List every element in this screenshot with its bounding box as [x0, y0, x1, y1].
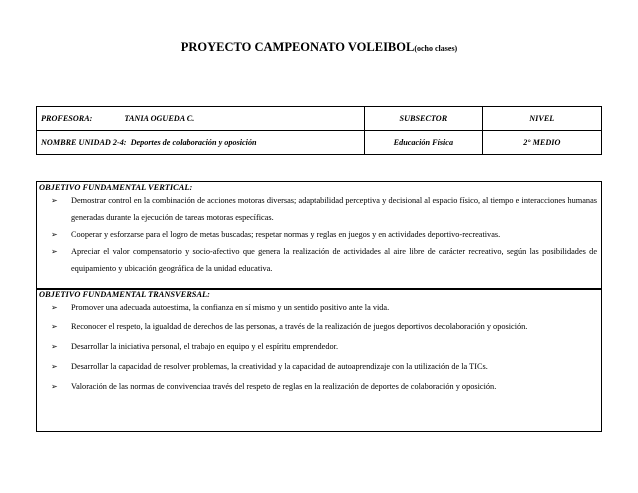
oft-list [37, 299, 601, 395]
oft-item [37, 358, 601, 375]
arrowhead-bullet-icon: ➢ [51, 247, 58, 256]
oft-item-text: Valoración de las normas de convivenciaa través del respeto de reglas en la realización de deportes de colaboración y oposición. [71, 382, 497, 391]
oft-item [37, 378, 601, 395]
ofv-item [37, 243, 601, 277]
oft-item-text: Reconocer el respeto, la igualdad de derechos de las personas, a través de la realización de juegos deportivos decolaboración y oposición. [71, 322, 528, 331]
title-sub: (ocho clases) [414, 44, 458, 53]
oft-item-text: Desarrollar la iniciativa personal, el trabajo en equipo y el espíritu emprendedor. [71, 342, 339, 351]
teacher-cell [37, 107, 365, 131]
nivel-header: NIVEL [482, 107, 601, 131]
unit-label: NOMBRE UNIDAD 2-4: [41, 138, 127, 147]
ofv-item [37, 192, 601, 226]
subsector-value: Educación Física [365, 131, 482, 155]
ofv-heading: OBJETIVO FUNDAMENTAL VERTICAL: [39, 183, 193, 192]
ofv-item-text: Cooperar y esforzarse para el logro de metas buscadas; respetar normas y reglas en juegos y en actividades deportivo-recreativas. [71, 230, 501, 239]
unit-name: Deportes de colaboración y oposición [130, 138, 257, 147]
unit-cell [37, 131, 365, 155]
arrowhead-bullet-icon: ➢ [51, 196, 58, 205]
oft-heading: OBJETIVO FUNDAMENTAL TRANSVERSAL: [39, 290, 210, 299]
oft-item [37, 338, 601, 355]
oft-item [37, 299, 601, 316]
subsector-header: SUBSECTOR [365, 107, 482, 131]
oft-item-text: Promover una adecuada autoestima, la confianza en sí mismo y un sentido positivo ante la vida. [71, 303, 390, 312]
title-main: PROYECTO CAMPEONATO VOLEIBOL [180, 40, 415, 54]
arrowhead-bullet-icon: ➢ [51, 303, 58, 312]
arrowhead-bullet-icon: ➢ [51, 362, 58, 371]
nivel-value: 2° MEDIO [482, 131, 601, 155]
arrowhead-bullet-icon: ➢ [51, 230, 58, 239]
oft-item [37, 318, 601, 335]
ofv-item-text: Apreciar el valor compensatorio y socio-afectivo que genera la realización de actividades al aire libre de carácter recreativo, según las posibilidades de equipamiento y ubicación geográfica de la unidad educativa. [71, 247, 597, 273]
arrowhead-bullet-icon: ➢ [51, 382, 58, 391]
oft-section [36, 288, 602, 432]
arrowhead-bullet-icon: ➢ [51, 342, 58, 351]
ofv-item [37, 226, 601, 243]
arrowhead-bullet-icon: ➢ [51, 322, 58, 331]
ofv-section [36, 181, 602, 290]
ofv-item-text: Demostrar control en la combinación de acciones motoras diversas; adaptabilidad perceptiva y decisional al espacio físico, al tiempo e interacciones humanas generadas durante la ejecución de tareas motoras específicas. [71, 196, 597, 222]
info-row-teacher [37, 107, 602, 131]
teacher-name: TANIA OGUEDA C. [124, 114, 195, 123]
info-row-unit [37, 131, 602, 155]
document-title [0, 40, 638, 55]
ofv-list [37, 192, 601, 277]
oft-item-text: Desarrollar la capacidad de resolver problemas, la creatividad y la capacidad de autoaprendizaje con la utilización de la TICs. [71, 362, 488, 371]
info-table [36, 106, 602, 155]
teacher-label: PROFESORA: [41, 114, 93, 123]
